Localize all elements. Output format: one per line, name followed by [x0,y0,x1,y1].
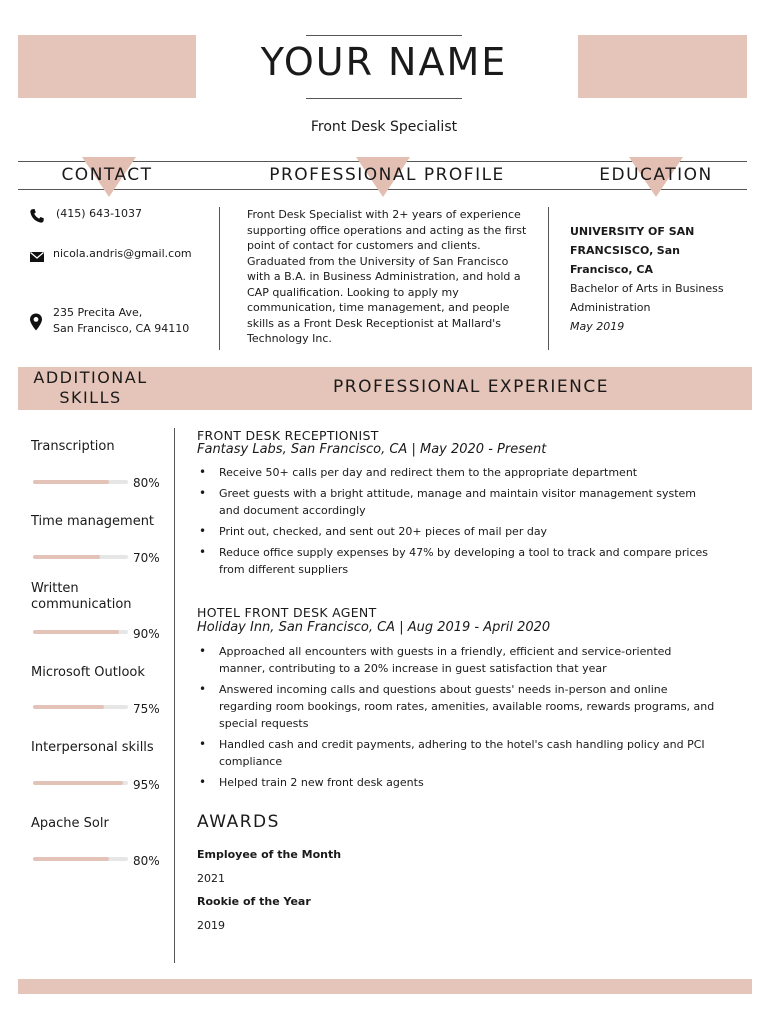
awards-heading: AWARDS [197,812,280,832]
education-block [570,222,740,336]
award-name: Rookie of the Year [197,895,311,908]
skill-bar [33,705,128,709]
list-item: • Greet guests with a bright attitude, manage and maintain visitor management system and document accordingly [197,485,717,519]
skills-heading [18,368,163,408]
skill-name: Microsoft Outlook [31,665,145,680]
list-item: • Print out, checked, and sent out 20+ pieces of mail per day [197,523,717,540]
skill-bar [33,555,128,559]
contact-email[interactable]: nicola.andris@gmail.com [53,247,192,260]
skill-percent: 90% [133,627,160,641]
education-date: May 2019 [570,320,625,333]
skill-name: Interpersonal skills [31,740,154,755]
list-item: • Helped train 2 new front desk agents [197,774,717,791]
skill-bar [33,781,128,785]
job-company: Holiday Inn, San Francisco, CA | Aug 2019 - April 2020 [197,620,551,635]
profile-summary: Front Desk Specialist with 2+ years of experience supporting office operations and acting as the first point of contact for customers and clients. Graduated from the University of San Francisco with a B.A. in Business Administration, and hold a CAP qualification. Looking to apply my communication, time management, and people skills as a Front Desk Receptionist at Mallard's Technology Inc. [247,208,527,345]
name-top-rule [306,35,462,36]
skill-bar-fill [33,555,100,559]
experience-heading: PROFESSIONAL EXPERIENCE [333,377,609,397]
job-title: FRONT DESK RECEPTIONIST [197,428,379,443]
skills-experience-divider [174,428,175,963]
profile-education-divider [548,207,549,350]
skill-name: Time management [31,514,155,529]
list-item: • Handled cash and credit payments, adhering to the hotel's cash handling policy and PCI compliance [197,736,717,770]
education-location: San Francisco, CA [570,244,680,276]
skill-percent: 95% [133,778,160,792]
list-item: • Answered incoming calls and questions about guests' needs in-person and online regarding room bookings, room rates, amenities, available rooms, rewards programs, and special requests [197,681,717,732]
skill-bar-fill [33,630,119,634]
skill-bar-fill [33,781,123,785]
job-headline: Front Desk Specialist [310,119,458,135]
phone-icon [29,208,45,224]
skill-bar-fill [33,480,109,484]
map-pin-icon [28,313,44,329]
resume-name: YOUR NAME [260,40,508,84]
skill-bar-fill [33,705,104,709]
skill-bar-fill [33,857,109,861]
contact-phone[interactable]: (415) 643-1037 [56,207,143,220]
job-bullets [197,464,717,582]
list-item: • Approached all encounters with guests in a friendly, efficient and service-oriented manner, contributing to a 20% increase in guest satisfaction that year [197,643,717,677]
list-item: • Receive 50+ calls per day and redirect them to the appropriate department [197,464,717,481]
education-degree: Bachelor of Arts in Business Administration [570,282,724,314]
contact-address-line1: 235 Precita Ave, [53,306,143,319]
skill-percent: 80% [133,476,160,490]
job-title: HOTEL FRONT DESK AGENT [197,605,377,620]
job-company: Fantasy Labs, San Francisco, CA | May 2020 - Present [197,442,547,457]
list-item: • Reduce office supply expenses by 47% by developing a tool to track and compare prices from different suppliers [197,544,717,578]
envelope-icon [29,249,45,265]
skills-heading-line2: SKILLS [59,388,122,407]
skill-bar [33,480,128,484]
footer-band [18,979,752,994]
award-name: Employee of the Month [197,848,342,861]
contact-heading: CONTACT [61,165,153,185]
skills-heading-line1: ADDITIONAL [33,368,148,387]
job-bullets [197,643,717,795]
name-bottom-rule [306,98,462,99]
skill-percent: 70% [133,551,160,565]
skill-percent: 75% [133,702,160,716]
skill-name: Written communication [31,581,132,612]
award-year: 2019 [197,919,225,932]
education-heading: EDUCATION [599,165,713,185]
skill-percent: 80% [133,854,160,868]
profile-heading: PROFESSIONAL PROFILE [269,165,505,185]
skill-bar [33,630,128,634]
skill-name: Apache Solr [31,816,109,831]
contact-profile-divider [219,207,220,350]
skill-bar [33,857,128,861]
skill-name: Transcription [31,439,115,454]
education-school: UNIVERSITY OF SAN FRANCSISCO, [570,225,695,257]
award-year: 2021 [197,872,225,885]
contact-address-line2: San Francisco, CA 94110 [53,322,190,335]
